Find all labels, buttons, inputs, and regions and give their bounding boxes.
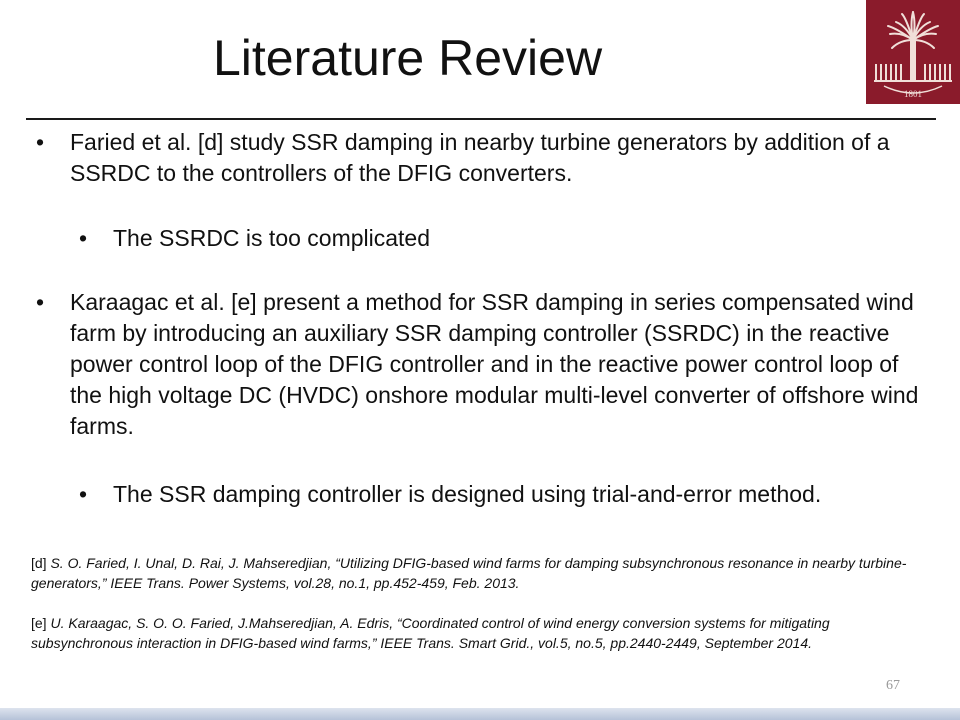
bullet-dot: •	[36, 289, 45, 315]
footer-bar	[0, 708, 960, 720]
bullet-text: Faried et al. [d] study SSR damping in nearby turbine generators by addition of a SSRDC to the controllers of the DFIG converters.	[70, 129, 890, 186]
reference-e	[31, 613, 931, 653]
university-logo	[866, 0, 960, 104]
title-divider	[26, 118, 936, 120]
sub-bullet-ssrdc-complicated	[79, 223, 903, 254]
reference-tag: [d]	[31, 555, 47, 571]
references	[31, 553, 931, 653]
page-number: 67	[886, 678, 900, 693]
bullet-faried	[36, 127, 930, 189]
palmetto-tree-icon	[866, 0, 960, 104]
reference-text: U. Karaagac, S. O. O. Faried, J.Mahseredjian, A. Edris, “Coordinated control of wind energy conversion systems for mitigating subsynchronous interaction in DFIG-based wind farms,” IEEE Trans. Smart Grid., vol.5, no.5, pp.2440-2449, September 2014.	[31, 615, 830, 651]
reference-d	[31, 553, 931, 593]
bullet-karaagac	[36, 287, 930, 442]
bullet-text: The SSR damping controller is designed using trial-and-error method.	[113, 481, 822, 507]
sub-bullet-trial-and-error	[79, 479, 903, 510]
reference-tag: [e]	[31, 615, 47, 631]
slide-title: Literature Review	[213, 30, 603, 86]
bullet-dot: •	[36, 129, 45, 155]
bullet-dot: •	[79, 225, 88, 251]
bullet-text: Karaagac et al. [e] present a method for SSR damping in series compensated wind farm by introducing an auxiliary SSR damping controller (SSRDC) in the reactive power control loop of the DFIG controller and in the reactive power control loop of the high voltage DC (HVDC) onshore modular multi-level converter of offshore wind farms.	[70, 289, 919, 439]
bullet-dot: •	[79, 481, 88, 507]
reference-text: S. O. Faried, I. Unal, D. Rai, J. Mahseredjian, “Utilizing DFIG-based wind farms for damping subsynchronous resonance in nearby turbine-generators,” IEEE Trans. Power Systems, vol.28, no.1, pp.452-459, Feb. 2013.	[31, 555, 907, 591]
logo-year: 1801	[904, 89, 922, 99]
bullet-text: The SSRDC is too complicated	[113, 225, 431, 251]
